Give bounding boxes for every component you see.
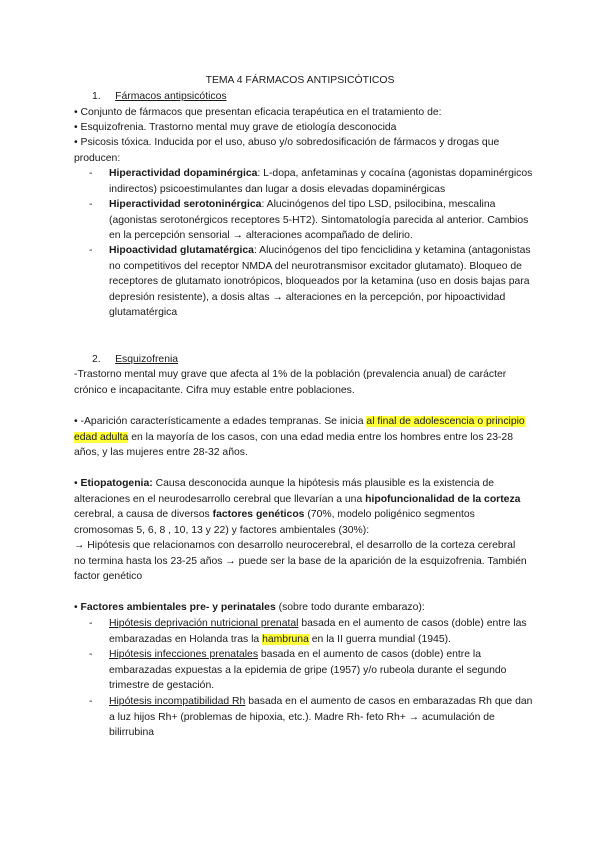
document-title: TEMA 4 FÁRMACOS ANTIPSICÓTICOS xyxy=(205,75,395,86)
s1-item-1: - Hiperactividad dopaminérgica: L-dopa, anfetaminas y cocaína (agonistas dopaminérgicos indirectos) psicoestimulantes dan lugar a dosis elevadas dopaminérgicas xyxy=(89,168,533,195)
s2-item-2: - Hipótesis infecciones prenatales basada en el aumento de casos (doble) entre la embarazadas expuestas a la epidemia de gripe (1957) y/o rubeola durante el segundo trimestre de gestación. xyxy=(89,649,507,692)
s1-item-3-bold: Hipoactividad glutamatérgica xyxy=(109,245,254,256)
s2-paragraph-3-arrow: → Hipótesis que relacionamos con desarrollo neurocerebral, el desarrollo de la corteza cerebral no termina hasta los 23-25 años → puede ser la base de la aparición de la esquizofrenia. También factor genético xyxy=(74,540,527,583)
section-2-heading xyxy=(92,352,552,368)
s2-item-1: - Hipótesis deprivación nutricional prenatal basada en el aumento de casos (doble) entre las embarazadas en Holanda tras la hambruna en la II guerra mundial (1945). xyxy=(89,618,527,645)
highlight-hambruna: hambruna xyxy=(262,633,309,645)
s2-paragraph-3: • Etiopatogenia: Causa desconocida aunque la hipótesis más plausible es la existencia de alteraciones en el neurodesarrollo cerebral que llevarían a una hipofuncionalidad de la corteza cerebral, a causa de diversos factores genéticos (70%, modelo poligénico segmentos cromosomas 5, 6, 8 , 10, 13 y 22) y factores ambientales (30%): xyxy=(74,478,521,536)
highlight-age: al final de adolescencia o principio edad adulta xyxy=(74,416,525,443)
section-1-heading xyxy=(92,89,552,105)
s2-item-3: - Hipótesis incompatibilidad Rh basada en el aumento de casos en embarazadas Rh que dan a luz hijos Rh+ (problemas de hipoxia, etc.). Madre Rh- feto Rh+ → acumulación de bilirrubina xyxy=(89,696,533,739)
s2-paragraph-1: -Trastorno mental muy grave que afecta al 1% de la población (prevalencia anual) de carácter crónico e incapacitante. Cifra muy estable entre poblaciones. xyxy=(74,369,507,396)
s1-item-3: - Hipoactividad glutamatérgica: Alucinógenos del tipo fenciclidina y ketamina (antagonistas no competitivos del receptor NMDA del neurotransmisor excitador glutamato). Bloqueo de receptores de glutamato ionotrópicos, bloqueados por la ketamina (uso en dosis bajas para depresión resistente), a dosis altas → alteraciones en la percepción, por hipoactividad glutamatérgica xyxy=(89,245,531,319)
section-2-title: Esquizofrenia xyxy=(115,354,179,365)
s1-item-2-bold: Hiperactividad serotoninérgica xyxy=(109,199,262,210)
section-2-number: 2. xyxy=(92,354,101,365)
s1-item-2-text: : Alucinógenos del tipo LSD, psilocibina, mescalina (agonistas serotonérgicos receptores 5-HT2). Sintomatología parecida al anterior. Cambios en la percepción sensorial → alteraciones acompañado de delirio. xyxy=(109,199,529,242)
s1-bullet-2: • Esquizofrenia. Trastorno mental muy grave de etiología desconocida xyxy=(74,122,397,133)
s1-item-1-text: : L-dopa, anfetaminas y cocaína (agonistas dopaminérgicos indirectos) psicoestimulantes dan lugar a dosis elevadas dopaminérgicas xyxy=(109,168,533,195)
s1-bullet-1: • Conjunto de fármacos que presentan eficacia terapéutica en el tratamiento de: xyxy=(74,107,442,118)
s1-bullet-3: • Psicosis tóxica. Inducida por el uso, abuso y/o sobredosificación de fármacos y drogas que producen: xyxy=(74,137,500,164)
section-1-number: 1. xyxy=(92,91,101,102)
s2-paragraph-2: • -Aparición característicamente a edades tempranas. Se inicia al final de adolescencia o principio edad adulta en la mayoría de los casos, con una edad media entre los hombres entre los 23-28 años, y las mujeres entre 28-32 años. xyxy=(74,416,525,459)
s1-item-2: - Hiperactividad serotoninérgica: Alucinógenos del tipo LSD, psilocibina, mescalina (agonistas serotonérgicos receptores 5-HT2). Sintomatología parecida al anterior. Cambios en la percepción sensorial → alteraciones acompañado de delirio. xyxy=(89,199,529,242)
s1-item-3-text: : Alucinógenos del tipo fenciclidina y ketamina (antagonistas no competitivos del receptor NMDA del neurotransmisor excitador glutamato). Bloqueo de receptores de glutamato ionotrópicos, bloqueados por la ketamina (uso en dosis bajas para depresión resistente), a dosis altas → alteraciones en la percepción, por hipoactividad glutamatérgica xyxy=(109,245,531,319)
s1-item-1-bold: Hiperactividad dopaminérgica xyxy=(109,168,258,179)
section-1-title: Fármacos antipsicóticos xyxy=(115,91,227,102)
s2-paragraph-4: • Factores ambientales pre- y perinatales (sobre todo durante embarazo): xyxy=(74,602,425,613)
